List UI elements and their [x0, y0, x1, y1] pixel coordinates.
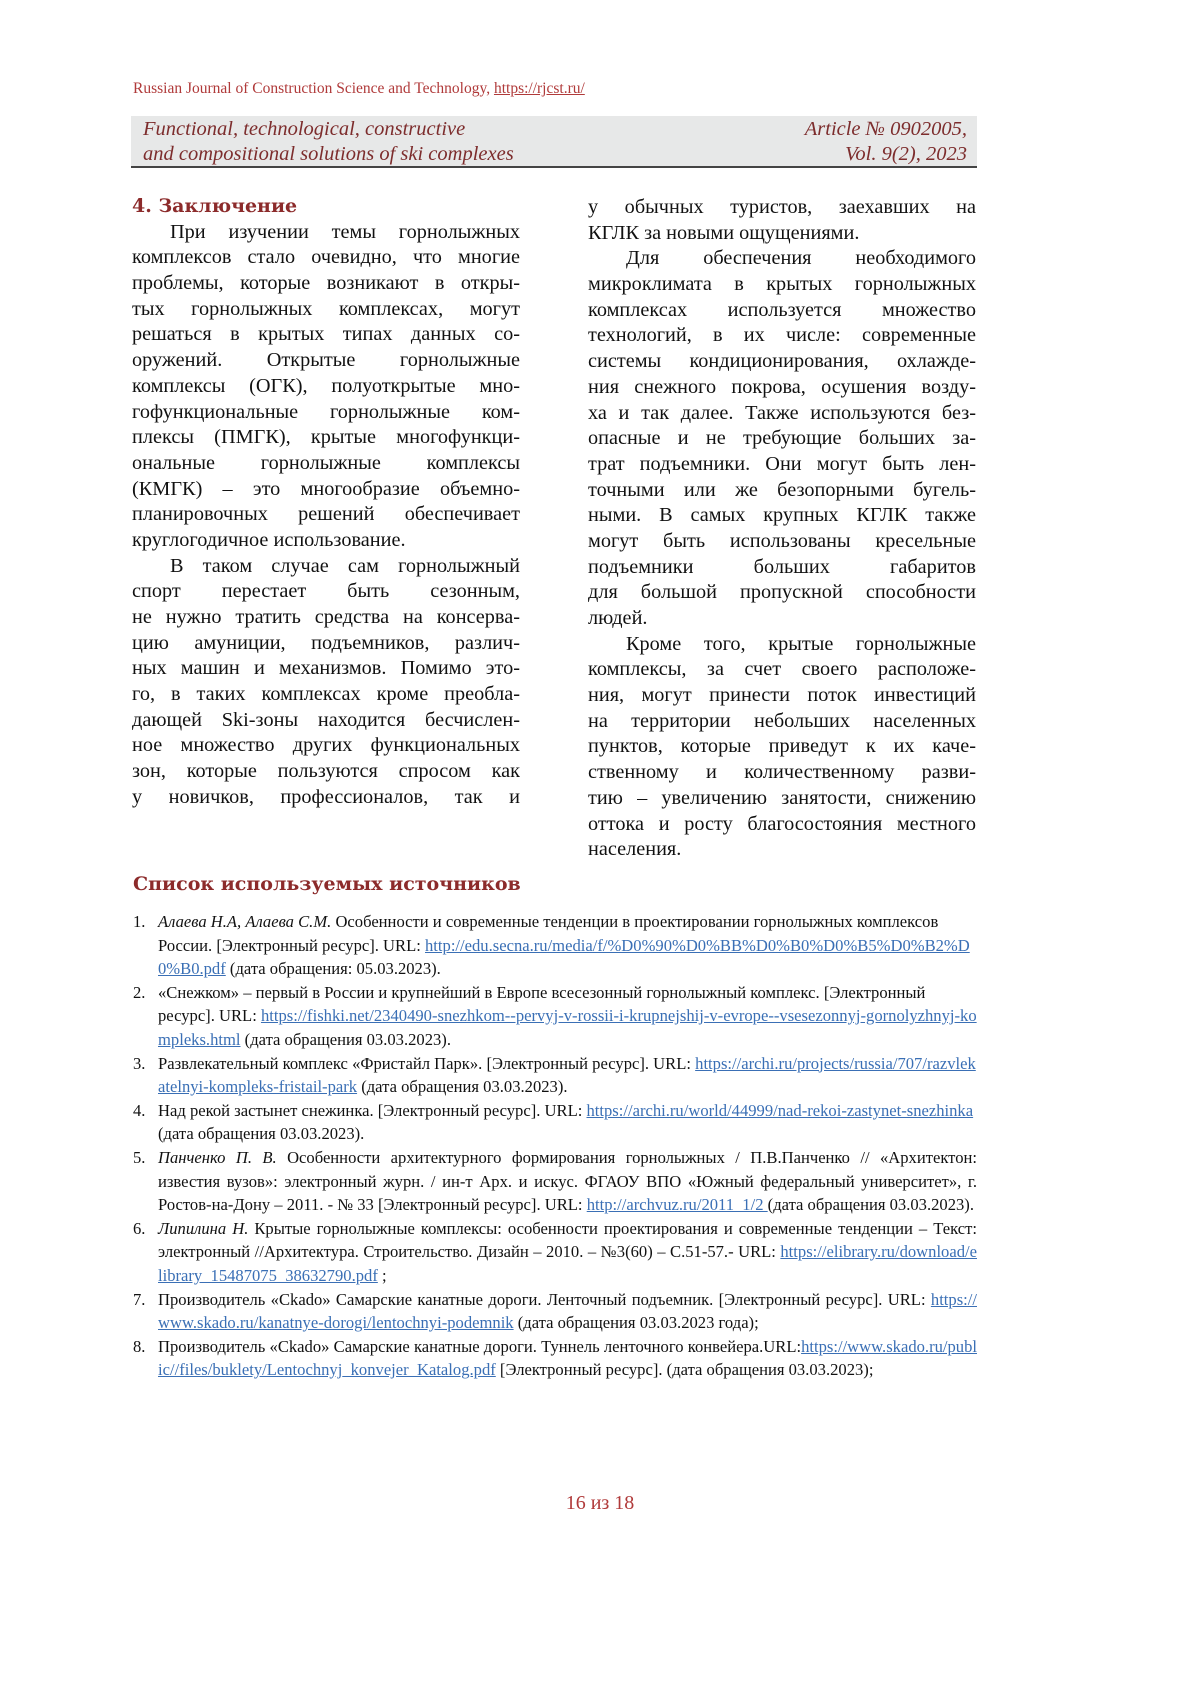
reference-link[interactable]: https://elibrary.ru/download/elibrary_15487075_38632790.pdf — [158, 1242, 977, 1285]
reference-text: Особенности и современные тенденции в проектировании горнолыжных комплексов России. [Электронный ресурс]. URL: — [158, 912, 938, 955]
paragraph-line: оттока и росту благосостояния местного — [588, 812, 976, 838]
reference-number: 8. — [133, 1335, 145, 1359]
reference-tail: (дата обращения 03.03.2023 года); — [514, 1313, 759, 1332]
paragraph-line: Для обеспечения необходимого — [588, 246, 976, 272]
paragraph-line: ональные горнолыжные комплексы — [132, 451, 520, 477]
reference-number: 7. — [133, 1288, 145, 1312]
paragraph-line: ное множество других функциональных — [132, 733, 520, 759]
page-number: 16 из 18 — [0, 1492, 1200, 1515]
paragraph-line: не нужно тратить средства на консерва- — [132, 605, 520, 631]
article-number: Article № 0902005, — [805, 117, 967, 142]
reference-number: 3. — [133, 1052, 145, 1076]
reference-tail: [Электронный ресурс]. (дата обращения 03.03.2023); — [496, 1360, 874, 1379]
reference-text: Производитель «Ckado» Самарские канатные дороги. Туннель ленточного конвейера.URL: — [158, 1337, 801, 1356]
reference-item — [133, 981, 977, 1052]
reference-number: 2. — [133, 981, 145, 1005]
reference-text: Особенности архитектурного формирования горнолыжных / П.В.Панченко // «Архитектон: известия вузов»: электронный журн. / ин-т Арх. и искус. ФГАОУ ВПО «Южный федеральный университет», г. Ростов-на-Дону – 2011. - № 33 [Электронный ресурс]. URL: — [158, 1148, 977, 1214]
paragraph-line: спорт перестает быть сезонным, — [132, 579, 520, 605]
reference-text: Крытые горнолыжные комплексы: особенности проектирования и современные тенденции – Текст: электронный //Архитектура. Строительство. Дизайн – 2010. – №3(60) – С.51-57.- URL: — [158, 1219, 977, 1262]
paragraph-line: для большой пропускной способности — [588, 580, 976, 606]
paragraph-line: тию – увеличению занятости, снижению — [588, 786, 976, 812]
paragraph-line: ных машин и механизмов. Помимо это- — [132, 656, 520, 682]
reference-item — [133, 910, 977, 981]
paragraph-line: точными или же безопорными бугель- — [588, 478, 976, 504]
paragraph-line: планировочных решений обеспечивает — [132, 502, 520, 528]
reference-number: 5. — [133, 1146, 145, 1170]
paragraph-line: КГЛК за новыми ощущениями. — [588, 221, 976, 247]
paragraph-line: у новичков, профессионалов, так и — [132, 785, 520, 811]
reference-link[interactable]: http://edu.secna.ru/media/f/%D0%90%D0%BB%D0%B0%D0%B5%D0%B2%D0%B0.pdf — [158, 936, 970, 979]
right-column — [588, 195, 976, 863]
journal-header — [133, 80, 585, 98]
paragraph-line: гофункциональные горнолыжные ком- — [132, 400, 520, 426]
paragraph-line: у обычных туристов, заехавших на — [588, 195, 976, 221]
reference-link[interactable]: http://archvuz.ru/2011_1/2 — [587, 1195, 768, 1214]
paragraph-line: комплексы (ОГК), полуоткрытые мно- — [132, 374, 520, 400]
paragraph-line: подъемники больших габаритов — [588, 555, 976, 581]
article-info — [805, 117, 967, 167]
reference-item — [133, 1052, 977, 1099]
section-heading: 4. Заключение — [132, 194, 520, 220]
paragraph-line: В таком случае сам горнолыжный — [132, 554, 520, 580]
paragraph-line: Кроме того, крытые горнолыжные — [588, 632, 976, 658]
paragraph-line: тых горнолыжных комплексах, могут — [132, 297, 520, 323]
paragraph-line: ха и так далее. Также используются без- — [588, 401, 976, 427]
paragraph-line: микроклимата в крытых горнолыжных — [588, 272, 976, 298]
reference-tail: (дата обращения 03.03.2023). — [357, 1077, 567, 1096]
left-column — [132, 194, 520, 811]
paragraph-line: ными. В самых крупных КГЛК также — [588, 503, 976, 529]
paragraph-line: опасные и не требующие больших за- — [588, 426, 976, 452]
references-list — [133, 910, 977, 1382]
paragraph-line: людей. — [588, 606, 976, 632]
paragraph-line: технологий, в их числе: современные — [588, 323, 976, 349]
paragraph-line: населения. — [588, 837, 976, 863]
paragraph-line: ственному и количественному разви- — [588, 760, 976, 786]
paragraph-line: трат подъемники. Они могут быть лен- — [588, 452, 976, 478]
reference-text: Развлекательный комплекс «Фристайл Парк». [Электронный ресурс]. URL: — [158, 1054, 695, 1073]
paragraph-line: пунктов, которые приведут к их каче- — [588, 734, 976, 760]
paragraph-line: проблемы, которые возникают в откры- — [132, 271, 520, 297]
paragraph-line: системы кондиционирования, охлажде- — [588, 349, 976, 375]
reference-number: 4. — [133, 1099, 145, 1123]
reference-number: 1. — [133, 910, 145, 934]
title-line: Functional, technological, constructive — [143, 117, 514, 142]
reference-author: Панченко П. В. — [158, 1148, 277, 1167]
journal-name: Russian Journal of Construction Science and Technology, — [133, 80, 494, 97]
title-line: and compositional solutions of ski complexes — [143, 142, 514, 167]
reference-text: Над рекой застынет снежинка. [Электронный ресурс]. URL: — [158, 1101, 586, 1120]
paragraph-line: цию амуниции, подъемников, различ- — [132, 631, 520, 657]
reference-link[interactable]: https://www.skado.ru/public//files/buklety/Lentochnyj_konvejer_Katalog.pdf — [158, 1337, 977, 1380]
reference-link[interactable]: https://archi.ru/projects/russia/707/razvlekatelnyi-kompleks-fristail-park — [158, 1054, 976, 1097]
reference-number: 6. — [133, 1217, 145, 1241]
reference-item — [133, 1335, 977, 1382]
reference-tail: (дата обращения 03.03.2023). — [241, 1030, 451, 1049]
paragraph-line: комплексах используется множество — [588, 298, 976, 324]
paragraph-line: (КМГК) – это многообразие объемно- — [132, 477, 520, 503]
journal-link[interactable]: https://rjcst.ru/ — [494, 80, 585, 97]
reference-link[interactable]: https://fishki.net/2340490-snezhkom--pervyj-v-rossii-i-krupnejshij-v-evrope--vsesezonnyj-gornolyzhnyj-kompleks.html — [158, 1006, 977, 1049]
paragraph-line: При изучении темы горнолыжных — [132, 220, 520, 246]
paragraph-line: круглогодичное использование. — [132, 528, 520, 554]
paragraph-line: ния, могут принести поток инвестиций — [588, 683, 976, 709]
reference-tail: (дата обращения 03.03.2023). — [768, 1195, 974, 1214]
reference-item — [133, 1288, 977, 1335]
paragraph-line: дающей Ski-зоны находится бесчислен- — [132, 708, 520, 734]
paragraph-line: комплексов стало очевидно, что многие — [132, 245, 520, 271]
article-title — [143, 117, 514, 167]
reference-tail: (дата обраще­ния: 05.03.2023). — [226, 959, 441, 978]
paragraph-line: решаться в крытых типах данных со- — [132, 322, 520, 348]
reference-text: Производитель «Ckado» Самарские канатные дороги. Ленточный подъемник. [Электронный ресурс]. URL: — [158, 1290, 931, 1309]
reference-author: Алаева Н.А, Алаева С.М. — [158, 912, 331, 931]
reference-text: «Снежком» – первый в России и крупнейший в Европе всесезонный горнолыжный комплекс. [Электронный ресурс]. URL: — [158, 983, 925, 1026]
paragraph-line: оружений. Открытые горнолыжные — [132, 348, 520, 374]
reference-link[interactable]: https://www.skado.ru/kanatnye-dorogi/lentochnyi-podemnik — [158, 1290, 977, 1333]
reference-item — [133, 1217, 977, 1288]
article-title-band — [131, 116, 977, 168]
paragraph-line: го, в таких комплексах кроме преобла- — [132, 682, 520, 708]
paragraph-line: плексы (ПМГК), крытые многофункци- — [132, 425, 520, 451]
references-heading: Список используемых источников — [133, 873, 521, 895]
paragraph-line: ния снежного покрова, осушения возду- — [588, 375, 976, 401]
reference-author: Липилина Н. — [158, 1219, 248, 1238]
paragraph-line: на территории небольших населенных — [588, 709, 976, 735]
reference-tail: (дата обращения 03.03.2023). — [158, 1124, 364, 1143]
reference-tail: ; — [378, 1266, 387, 1285]
reference-item — [133, 1146, 977, 1217]
paragraph-line: комплексы, за счет своего расположе- — [588, 657, 976, 683]
paragraph-line: зон, которые пользуются спросом как — [132, 759, 520, 785]
reference-item — [133, 1099, 977, 1146]
paragraph-line: могут быть использованы кресельные — [588, 529, 976, 555]
reference-link[interactable]: https://archi.ru/world/44999/nad-rekoi-zastynet-snezhinka — [586, 1101, 973, 1120]
article-volume: Vol. 9(2), 2023 — [805, 142, 967, 167]
